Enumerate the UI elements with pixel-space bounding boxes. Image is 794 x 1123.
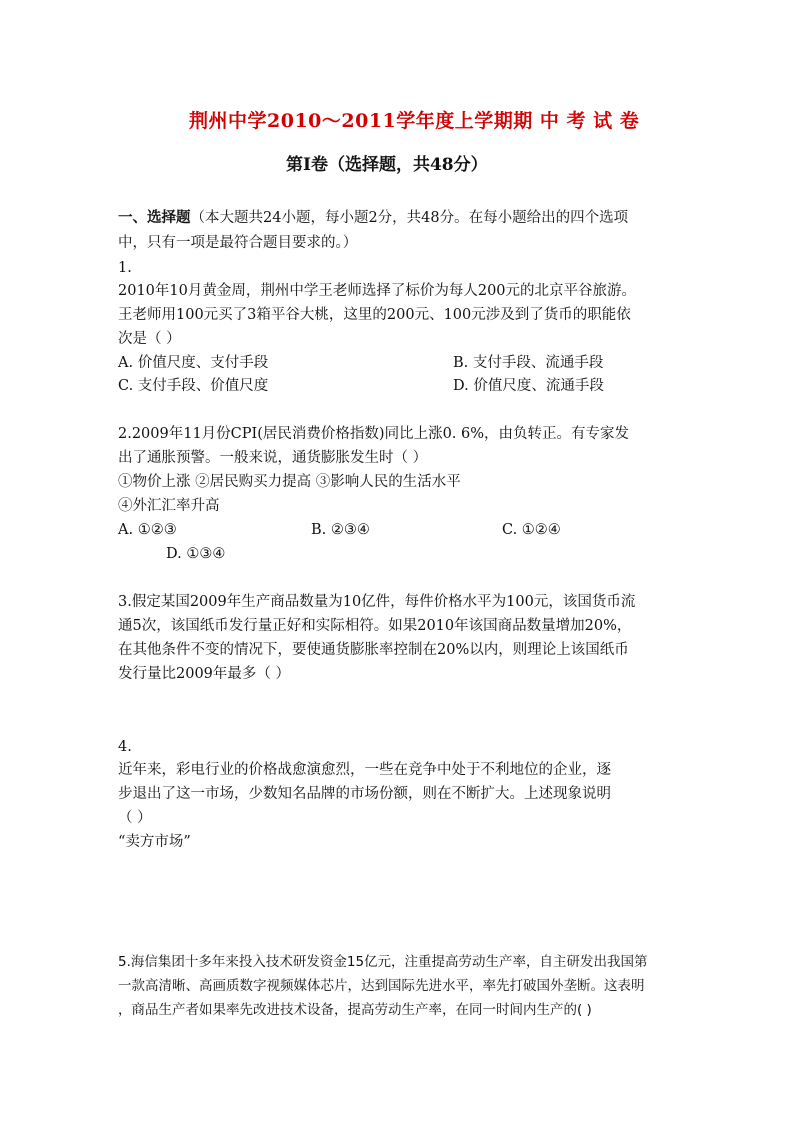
question-4-number: 4. <box>118 739 132 755</box>
question-4-line-3: （ ） <box>118 810 152 826</box>
exam-subtitle: 第Ⅰ卷（选择题，共48分） <box>286 155 488 175</box>
question-3-line-3: 在其他条件不变的情况下，要使通货膨胀率控制在20%以内，则理论上该国纸币 <box>118 642 629 658</box>
question-2-option-b: B. ②③④ <box>311 522 370 538</box>
question-5-line-2: 一款高清晰、高画质数字视频媒体芯片，达到国际先进水平，率先打破国外垄断。这表明 <box>118 978 645 994</box>
question-1-line-3: 次是（ ） <box>118 331 181 347</box>
question-5-line-3: ，商品生产者如果率先改进技术设备，提高劳动生产率，在同一时间内生产的( ) <box>118 1002 592 1018</box>
question-1-option-a: A. 价值尺度、支付手段 <box>118 355 269 371</box>
question-4-fragment: “卖方市场” <box>118 834 191 850</box>
question-2-statements-1: ①物价上涨 ②居民购买力提高 ③影响人民的生活水平 <box>118 474 461 490</box>
question-1-option-b: B. 支付手段、流通手段 <box>453 355 604 371</box>
question-1-line-1: 2010年10月黄金周，荆州中学王老师选择了标价为每人200元的北京平谷旅游。 <box>118 283 637 299</box>
question-2-option-c: C. ①②④ <box>502 522 561 538</box>
question-4-line-2: 步退出了这一市场，少数知名品牌的市场份额，则在不断扩大。上述现象说明 <box>118 786 611 802</box>
question-2-option-d: D. ①③④ <box>166 546 226 562</box>
section-instruction-line-2: 中，只有一项是最符合题目要求的。） <box>118 235 358 251</box>
exam-title: 荆州中学2010～2011学年度上学期期 中 考 试 卷 <box>189 110 640 132</box>
question-3-line-1: 3.假定某国2009年生产商品数量为10亿件，每件价格水平为100元，该国货币流 <box>118 594 636 610</box>
question-1-line-2: 王老师用100元买了3箱平谷大桃，这里的200元、100元涉及到了货币的职能依 <box>118 307 631 323</box>
question-2-option-a: A. ①②③ <box>118 522 177 538</box>
question-1-number: 1. <box>118 260 132 276</box>
question-3-line-2: 通5次，该国纸币发行量正好和实际相符。如果2010年该国商品数量增加20%， <box>118 618 632 634</box>
question-2-line-1: 2.2009年11月份CPI(居民消费价格指数)同比上涨0. 6%，由负转正。有专家发 <box>118 426 630 442</box>
section-instruction-line-1 <box>118 208 628 228</box>
question-3-line-4: 发行量比2009年最多（ ） <box>118 666 291 682</box>
question-4-line-1: 近年来，彩电行业的价格战愈演愈烈，一些在竞争中处于不利地位的企业，逐 <box>118 762 611 778</box>
question-1-option-c: C. 支付手段、价值尺度 <box>118 378 269 394</box>
question-5-line-1: 5.海信集团十多年来投入技术研发资金15亿元，注重提高劳动生产率，自主研发出我国第 <box>118 954 648 970</box>
section-heading: 一、选择题 <box>118 209 191 226</box>
question-1-option-d: D. 价值尺度、流通手段 <box>453 378 604 394</box>
question-2-line-2: 出了通胀预警。一般来说，通货膨胀发生时（ ） <box>118 450 428 466</box>
section-instruction-text: （本大题共24小题，每小题2分，共48分。在每小题给出的四个选项 <box>190 210 629 226</box>
question-2-statements-2: ④外汇汇率升高 <box>118 498 220 514</box>
